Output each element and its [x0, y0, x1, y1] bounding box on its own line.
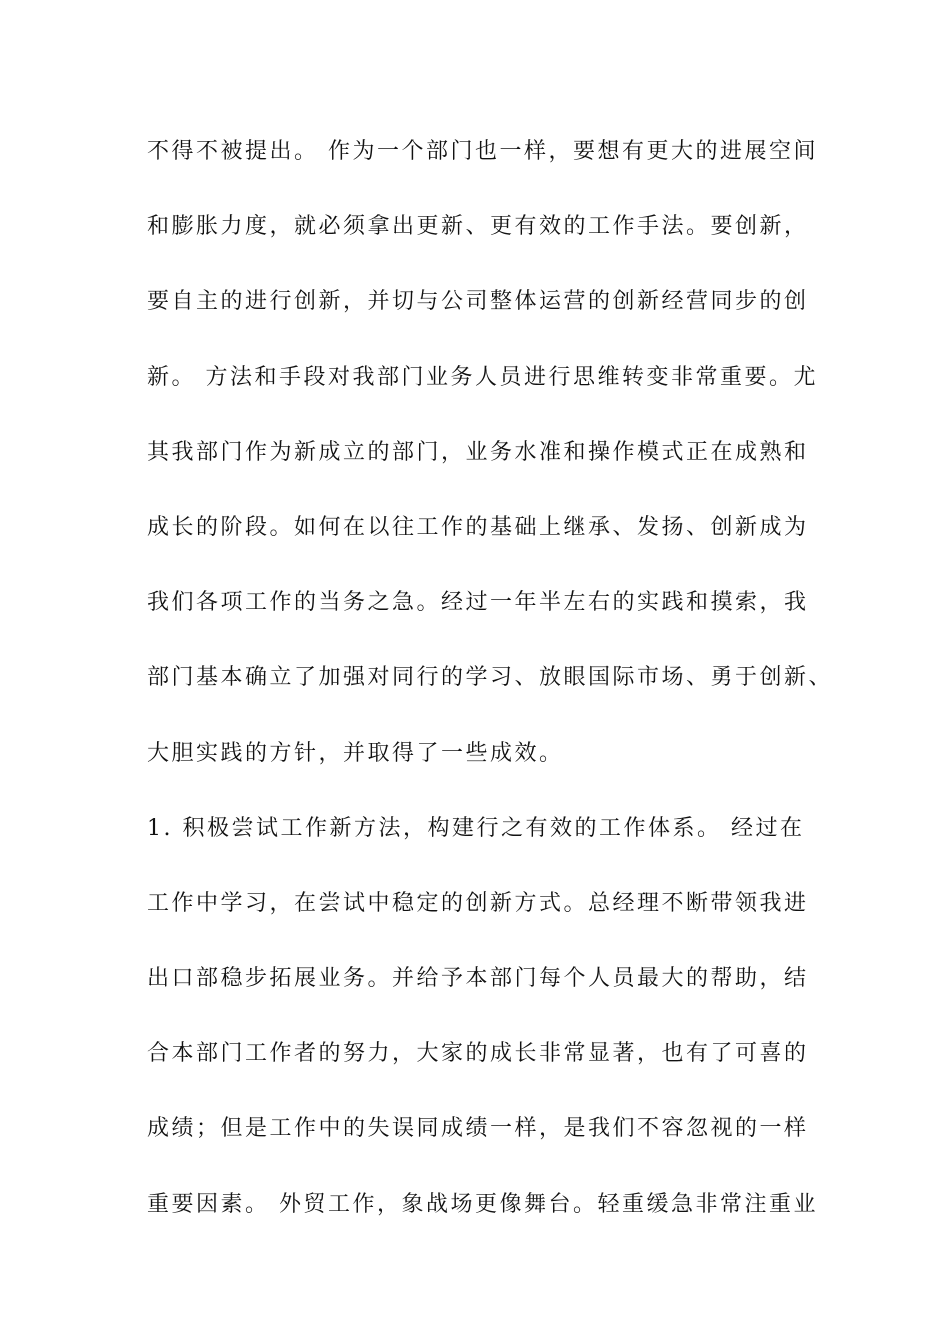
- text-line: 要自主的进行创新，并切与公司整体运营的创新经营同步的创: [147, 289, 809, 315]
- text-line: 出口部稳步拓展业务。并给予本部门每个人员最大的帮助，结: [147, 966, 809, 992]
- body-text: [147, 130, 834, 1258]
- text-line: 成绩；但是工作中的失误同成绩一样，是我们不容忽视的一样: [147, 1116, 809, 1142]
- text-line: 部门基本确立了加强对同行的学习、放眼国际市场、勇于创新、: [147, 665, 834, 691]
- text-line: 我们各项工作的当务之急。经过一年半左右的实践和摸索，我: [147, 590, 809, 616]
- text-line: 不得不被提出。 作为一个部门也一样，要想有更大的进展空间: [147, 139, 818, 164]
- list-item-heading: 1. 积极尝试工作新方法，构建行之有效的工作体系。 经过在: [147, 815, 805, 841]
- text-line: 成长的阶段。如何在以往工作的基础上继承、发扬、创新成为: [147, 514, 809, 540]
- text-line: 和膨胀力度，就必须拿出更新、更有效的工作手法。要创新，: [147, 214, 809, 240]
- text-line: 大胆实践的方针，并取得了一些成效。: [147, 740, 564, 766]
- text-line: 其我部门作为新成立的部门，业务水准和操作模式正在成熟和: [147, 439, 809, 465]
- text-line: 工作中学习，在尝试中稳定的创新方式。总经理不断带领我进: [147, 890, 809, 916]
- text-line: 新。 方法和手段对我部门业务人员进行思维转变非常重要。尤: [147, 364, 818, 390]
- text-line: 重要因素。 外贸工作，象战场更像舞台。轻重缓急非常注重业: [147, 1191, 818, 1217]
- text-line: 合本部门工作者的努力，大家的成长非常显著，也有了可喜的: [147, 1041, 809, 1067]
